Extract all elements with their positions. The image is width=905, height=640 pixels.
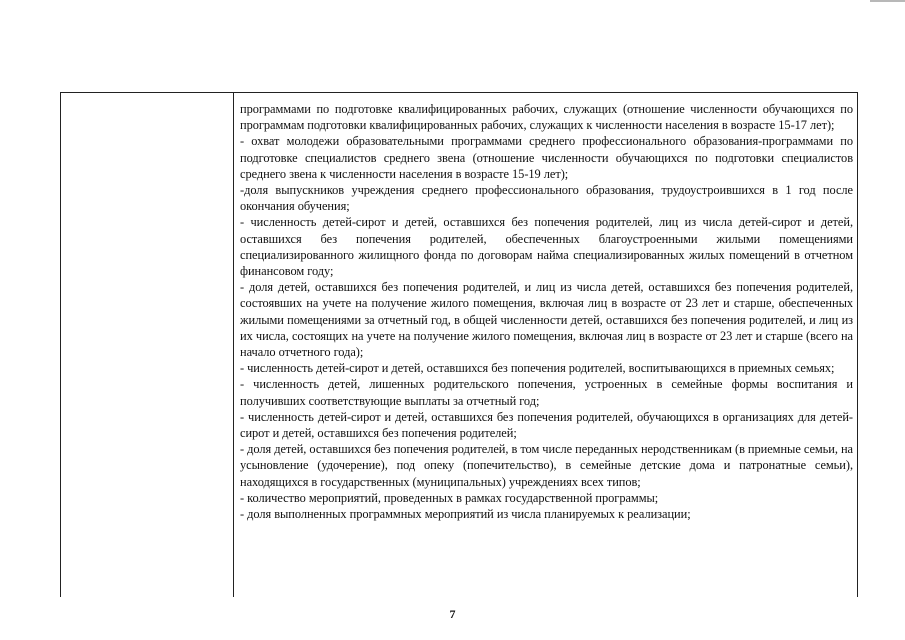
paragraph-8: - численность детей-сирот и детей, оставшихся без попечения родителей, обучающихся в организациях для детей-сирот и детей, оставшихся без попечения родителей;: [240, 409, 853, 441]
paragraph-1: программами по подготовке квалифицированных рабочих, служащих (отношение численности обучающихся по программам подготовки квалифицированных рабочих, служащих к численности населения в возрасте 15-17 лет);: [240, 102, 853, 133]
paragraph-2: - охват молодежи образовательными программами среднего профессионального образования-программами по подготовке специалистов среднего звена (отношение численности обучающихся по подготовки специалистов среднего звена к численности населения в возрасте 15-19 лет);: [240, 134, 853, 181]
paragraph-10: - количество мероприятий, проведенных в рамках государственной программы;: [240, 490, 659, 505]
corner-scan-mark: [870, 0, 905, 2]
paragraph-6: - численность детей-сирот и детей, оставшихся без попечения родителей, воспитывающихся в приемных семьях;: [240, 361, 835, 376]
paragraph-4: - численность детей-сирот и детей, оставшихся без попечения родителей, лиц из числа детей-сирот и детей, оставшихся без попечения родителей, обеспеченных благоустроенными жилыми помещениями специализированного жилищного фонда по договорам найма специализированных жилых помещений в отчетном финансовом году;: [240, 215, 853, 279]
paragraph-11: - доля выполненных программных мероприятий из числа планируемых к реализации;: [240, 507, 691, 522]
paragraph-9: - доля детей, оставшихся без попечения родителей, в том числе переданных неродственникам (в приемные семьи, на усыновление (удочерение), под опеку (попечительство), в семейные детские дома и патронатные семьи), находящихся в государственных (муниципальных) учреждениях всех типов;: [240, 442, 853, 489]
paragraph-5: - доля детей, оставшихся без попечения родителей, и лиц из числа детей, оставшихся без попечения родителей, состоявших на учете на получение жилого помещения, включая лиц в возрасте от 23 лет и старше, обеспеченных жилыми помещениями за отчетный год, в общей численности детей, оставшихся без попечения родителей, и лиц из их числа, состоящих на учете на получение жилого помещения, включая лиц в возрасте от 23 лет и старше (всего на начало отчетного года);: [240, 280, 853, 360]
table-right-column: [234, 93, 857, 522]
paragraph-7: - численность детей, лишенных родительского попечения, устроенных в семейные формы воспитания и получивших соответствующие выплаты за отчетный год;: [240, 377, 853, 408]
table-left-column: [61, 93, 234, 597]
page-number: 7: [449, 607, 456, 621]
document-table: [60, 92, 858, 597]
paragraph-3: -доля выпускников учреждения среднего профессионального образования, трудоустроившихся в 1 год после окончания обучения;: [240, 183, 853, 214]
